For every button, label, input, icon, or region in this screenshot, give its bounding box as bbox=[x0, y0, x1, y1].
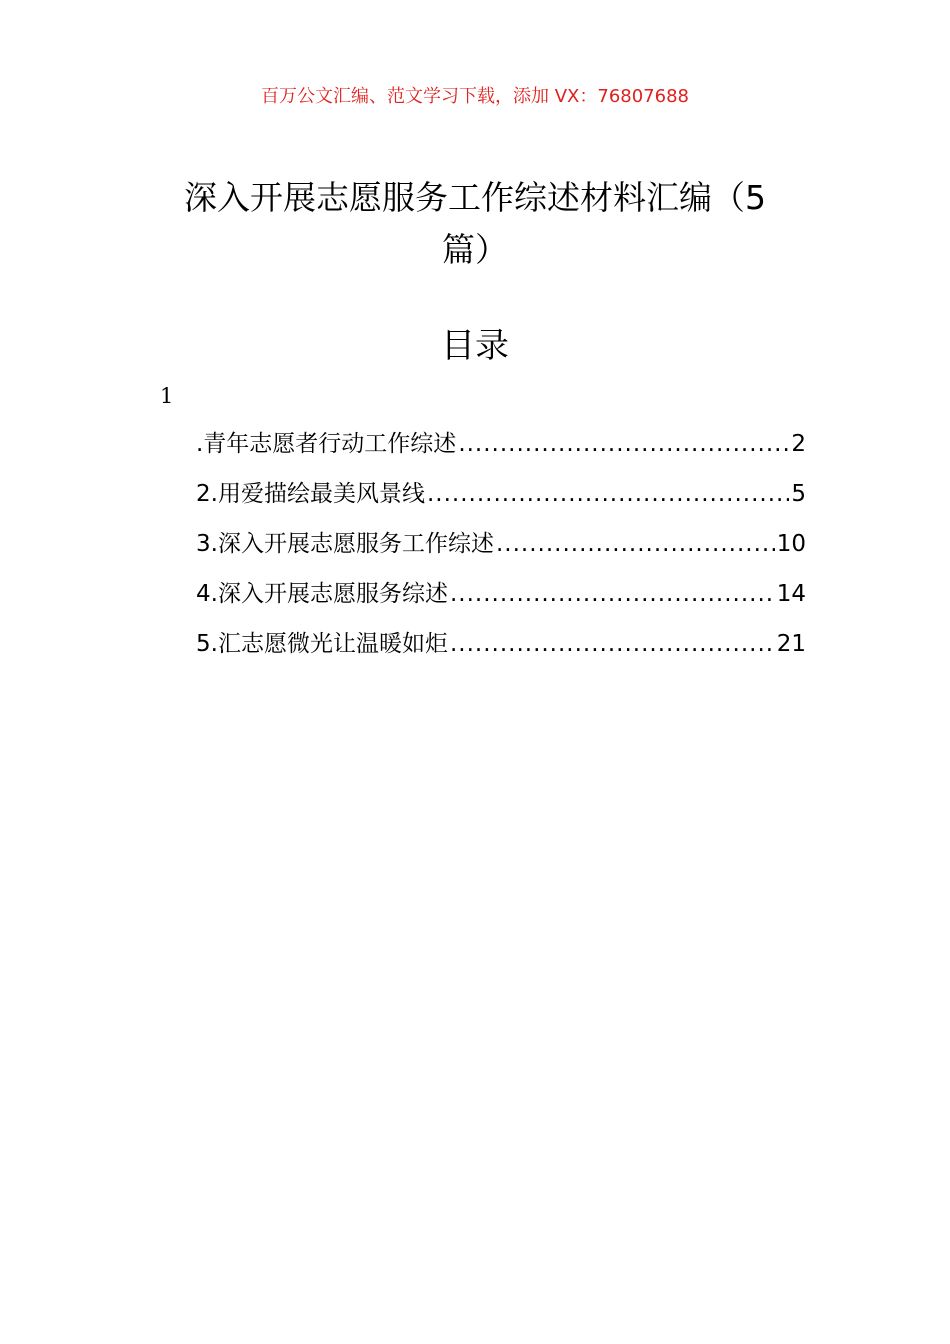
table-of-contents bbox=[196, 425, 806, 675]
toc-entry-page: 10 bbox=[776, 531, 806, 557]
header-banner-text: 百万公文汇编、范文学习下载，添加 VX：76807688 bbox=[261, 86, 689, 107]
toc-stray-number: 1 bbox=[160, 384, 174, 408]
toc-entry-page: 2 bbox=[791, 431, 806, 457]
toc-entry-label: 3.深入开展志愿服务工作综述 bbox=[196, 531, 494, 557]
toc-entry-page: 21 bbox=[776, 631, 806, 657]
toc-dot-leader bbox=[427, 475, 789, 513]
header-banner bbox=[0, 84, 950, 110]
toc-entry-4[interactable] bbox=[196, 575, 806, 625]
toc-heading: 目录 bbox=[441, 326, 509, 366]
toc-entry-1[interactable] bbox=[196, 425, 806, 475]
document-title-line-2: 篇） bbox=[442, 230, 508, 269]
toc-entry-label: 2.用爱描绘最美风景线 bbox=[196, 481, 425, 507]
toc-entry-2[interactable] bbox=[196, 475, 806, 525]
document-title-line-1: 深入开展志愿服务工作综述材料汇编（5 bbox=[184, 178, 766, 217]
toc-entry-label: .青年志愿者行动工作综述 bbox=[196, 431, 457, 457]
toc-entry-label: 4.深入开展志愿服务综述 bbox=[196, 581, 448, 607]
toc-dot-leader bbox=[458, 425, 789, 463]
toc-entry-page: 14 bbox=[776, 581, 806, 607]
toc-entry-3[interactable] bbox=[196, 525, 806, 575]
toc-entry-5[interactable] bbox=[196, 625, 806, 675]
document-title bbox=[150, 172, 800, 276]
toc-entry-label: 5.汇志愿微光让温暖如炬 bbox=[196, 631, 448, 657]
toc-dot-leader bbox=[450, 575, 775, 613]
toc-entry-page: 5 bbox=[791, 481, 806, 507]
toc-dot-leader bbox=[496, 525, 775, 563]
toc-dot-leader bbox=[450, 625, 775, 663]
